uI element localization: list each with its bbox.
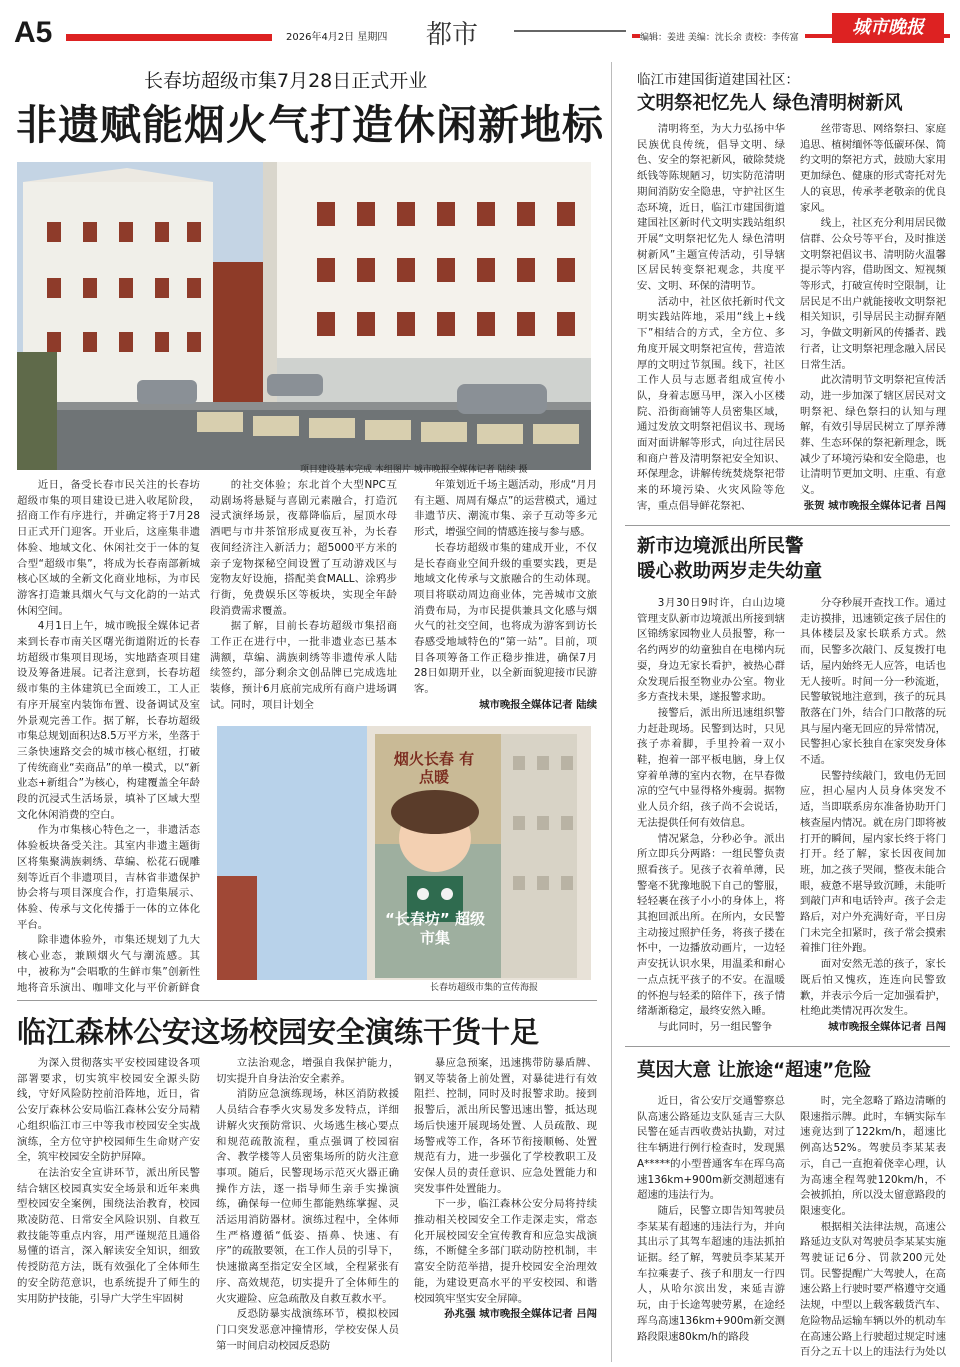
headline-line: 新市边境派出所民警: [637, 536, 804, 557]
page-number: A5: [14, 16, 53, 49]
main-headline: 非遗赋能烟火气打造休闲新地标: [16, 101, 604, 149]
paragraph: 近日，省公安厅交通警察总队高速公路延边支队延吉三大队民警在延吉西收费站执勤，对过往车辆进行例行检查时，发现黑A*****的小型普通客车在珲乌高速136km+900m新交测超速有超速的违法行为。: [637, 1095, 785, 1202]
paragraph: 近日，备受长春市民关注的长春坊超级市集的项目建设已进入收尾阶段，招商工作有序进行，并确定将于7月28日正式开门迎客。开业后，这座集非遗体验、地域文化、休闲社交于一体的复合型“超级市集”，将成为长春南部新城核心区域的全新文化商业地标，为市民游客打造兼具烟火气与文化韵的一站式休闲空间。: [17, 479, 200, 617]
story-col-2: [800, 596, 946, 1040]
story-col-1: [637, 122, 785, 516]
story-col-3: [414, 1056, 597, 1360]
story-headline: [637, 534, 822, 584]
paragraph: 此次清明节文明祭祀宣传活动，进一步加深了辖区居民对文明祭祀、绿色祭扫的认知与理解，有效引导居民树立了厚养薄葬、生态环保的祭祀新理念，既减少了环境污染和安全隐患，也让清明节更加文明、庄重、有意义。: [800, 374, 946, 497]
main-article-col-3: [414, 478, 597, 718]
header-red-bar: [66, 34, 272, 41]
divider: [17, 1000, 597, 1001]
paragraph: 长春坊超级市集的建成开业，不仅是长春商业空间升级的重要实践，更是地域文化传承与文旅融合的生动体现。项目将联动周边商业体，完善城市文旅消费布局，为市民提供兼具文化感与烟火气的社交空间，也将成为游客到访长春感受地域特色的“第一站”。目前，项目各项筹备工作正稳步推进，确保7月28日如期开业，以全新面貌迎接市民游客。: [414, 541, 597, 696]
issue-date: 2026年4月2日 星期四: [286, 32, 388, 43]
photo-caption: 长春坊超级市集的宣传海报: [430, 983, 539, 993]
paragraph: 时，完全忽略了路边清晰的限速指示牌。此时，车辆实际车速竟达到了122km/h，超速比例高达52%。驾驶员李某某表示，自己一直抱着侥幸心理，认为高速全程驾驶120km/h，不会被抓拍，所以没太留意路段的限速变化。: [800, 1095, 946, 1217]
paragraph: 为深入贯彻落实平安校园建设各项部署要求，切实筑牢校园安全源头防线，守好风险防控前沿阵地，近日，省公安厅森林公安局临江森林公安分局精心组织临江市三中等我市校园安全实战演练，全方位守护校园师生生命财产安全，筑牢校园安全防护屏障。: [17, 1057, 200, 1164]
byline: 城市晚报全媒体记者 陆续: [479, 698, 597, 711]
story-col-2: [216, 1056, 399, 1360]
headline-line: 暖心救助两岁走失幼童: [637, 561, 823, 582]
main-article-col-1: [17, 478, 200, 994]
editor-credits: 编辑：姜进 美编：沈长余 责校：李传富: [640, 30, 805, 43]
byline: 张贺 城市晚报全媒体记者 吕闯: [803, 499, 946, 512]
paragraph: 暴应急预案，迅速携带防暴盾牌、钢叉等装备上前处置，对暴徒进行有效阻拦、控制，同时及时报警求助。接到报警后，派出所民警迅速出警，抵达现场后快速开展现场处置、人员疏散、现场警戒等工作，各环节衔接顺畅、处置规范有力，进一步强化了学校教职工及安保人员的责任意识、应急处置能力和突发事件处置能力。: [414, 1057, 597, 1195]
paragraph: 与此同时，另一组民警争: [657, 1020, 773, 1033]
paragraph: 根据相关法律法规，高速公路延边支队对驾驶员李某某实施驾驶证记6分、罚款200元处罚。民警提醒广大驾驶人，在高速公路上行驶时要严格遵守交通法规，中型以上载客载货汽车、危险物品运输车辆以外的机动车在高速公路上行驶超过规定时速百分之五十以上的违法行为处以: [800, 1220, 946, 1359]
story-headline: 临江森林公安这场校园安全演练干货十足: [17, 1015, 540, 1049]
paragraph: 反恐防暴实战演练环节，模拟校园门口突发恶意冲撞情形，学校安保人员第一时间启动校园反恐防: [216, 1308, 399, 1352]
paragraph: 接警后，派出所迅速组织警力赶赴现场。民警到达时，只见孩子赤着脚，手里拎着一双小鞋，抱着一部平板电脑，身上仅穿着单薄的室内衣物，在早春微凉的空气中显得格外瘦弱。据物业人员介绍，孩子尚不会说话，无法提供任何有效信息。: [637, 706, 785, 829]
paragraph: 情况紧急，分秒必争。派出所立即兵分两路：一组民警负责照看孩子。见孩子衣着单薄，民警毫不犹豫地脱下自己的警服，轻轻裹在孩子小小的身体上，将其抱回派出所。在所内，女民警主动接过照护任务，将孩子搂在怀中，一边播放动画片，一边轻声安抚认识水果，用温柔和耐心一点点抚平孩子的不安。在温暖的怀抱与轻柔的陪伴下，孩子情绪渐渐稳定，最终安然入睡。: [637, 832, 785, 1018]
market-building-photo: [17, 162, 591, 470]
paragraph: 3月30日9时许，白山边境管理支队新市边境派出所接到辖区锦绣家园物业人员报警，称一名约两岁的幼童独自在电梯内玩耍，身边无家长看护，被热心群众发现后报至物业办公室。物业多方查找未果，遂报警求助。: [637, 597, 785, 704]
paragraph: 年策划近千场主题活动，形成“月月有主题、周周有爆点”的运营模式，通过非遗节庆、潮流市集、亲子互动等多元形式，增强空间的情感连接与参与感。: [414, 479, 597, 539]
paragraph: 丝带寄思、网络祭扫、家庭追思、植树缅怀等低碳环保、简约文明的祭祀方式，鼓励大家用更加绿色、健康的形式寄托对先人的哀思，传承孝老敬亲的优良家风。: [800, 123, 946, 214]
story-subtitle: 临江市建国街道建国社区：: [637, 72, 799, 88]
divider: [625, 1046, 950, 1047]
main-article-col-2: [210, 478, 397, 724]
paragraph: 线上，社区充分利用居民微信群、公众号等平台，及时推送文明祭祀倡议书、清明防火温馨提示等内容，借助图文、短视频等形式，打破宣传时空限制，让居民足不出户就能接收文明祭祀相关知识，引导居民主动摒弃陋习，争做文明新风的传播者、践行者，让文明祭祀理念融入居民日常生活。: [800, 217, 946, 371]
paragraph: 据了解，目前长春坊超级市集招商工作正在进行中，一批非遗业态已基本满额，草编、满族刺绣等非遗传承人陆续签约，部分剩余文创品牌已完成选址装修，预计6月底前完成所有商户进场调试。同时，项目计划全: [210, 620, 397, 711]
paragraph: 分夺秒展开查找工作。通过走访摸排，迅速锁定孩子居住的具体楼层及家长联系方式。然而，民警多次敲门、反复拨打电话，屋内始终无人应答，电话也无人接听。时间一分一秒流逝，民警敏锐地注意到，孩子的玩具散落在门外，结合门口散落的玩具与屋内毫无回应的异常情况，民警担心家长独自在家突发身体不适。: [800, 597, 946, 767]
newspaper-logo: 城市晚报: [832, 13, 944, 43]
paragraph: 面对安然无恙的孩子，家长既后怕又愧疚，连连向民警致歉，并表示今后一定加强看护，杜绝此类情况再次发生。: [800, 958, 946, 1018]
story-col-2: [800, 1094, 946, 1360]
paragraph: 随后，民警立即告知驾驶员李某某有超速的违法行为，并向其出示了其驾车超速的违法抓拍证据。经了解，驾驶员李某某开车拉乘妻子、孩子和朋友一行四人，从哈尔滨出发，来延吉游玩，由于长途驾驶劳累，在途经珲乌高速136km+900m新交测路段限速80km/h的路段: [637, 1204, 785, 1343]
paragraph: 消防应急演练现场，林区消防救援人员结合春季火灾易发多发特点，详细讲解火灾预防常识、火场逃生核心要点和规范疏散流程，重点强调了校园宿舍、教学楼等人员密集场所的防火注意事项。随后，民警现场示范灭火器正确操作方法，逐一指导师生亲手实操演练，确保每一位师生都能熟练掌握、灵活运用消防器材。演练过程中，全体师生严格遵循“低姿、捂鼻、快速、有序”的疏散要领，在工作人员的引导下，快速撤离至指定安全区域，全程紧张有序、高效规范，切实提升了全体师生的火灾避险、应急疏散及自救互救水平。: [216, 1088, 399, 1305]
story-headline: 莫因大意 让旅途“超速”危险: [637, 1060, 872, 1081]
poster-brand: “长春坊” 超级市集: [385, 910, 485, 947]
paragraph: 立法治观念，增强自我保护能力，切实提升自身法治安全素养。: [216, 1057, 399, 1085]
header-divider: [514, 30, 626, 32]
paragraph: 作为市集核心特色之一，非遗活态体验板块备受关注。其室内非遗主题街区将集聚满族刺绣、草编、松花石砚雕刻等近百个非遗项目，吉林省非遗保护协会将与项目深度合作，打造集展示、体验、传承与文化传播于一体的立体化平台。: [17, 824, 200, 931]
poster-slogan: 烟火长春 有点暖: [393, 750, 475, 786]
story-col-2: [800, 122, 946, 516]
paragraph: 清明将至，为大力弘扬中华民族优良传统，倡导文明、绿色、安全的祭祀新风，破除焚烧纸钱等陈规陋习，切实防范清明期间消防安全隐患，守护社区生态环境，近日，临江市建国街道建国社区新时代文明实践站组织开展“文明祭祀忆先人 绿色清明树新风”主题宣传活动，引导辖区居民转变祭祀观念，共度平安、文明、环保的清明节。: [637, 123, 785, 293]
paragraph: 下一步，临江森林公安分局将持续推动相关校园安全工作走深走实，常态化开展校园安全宣传教育和应急实战演练，不断健全多部门联动防控机制，丰富安全防范举措，提升校园安全治理效能，为建设更高水平的平安校园、和谐校园筑牢坚实安全屏障。: [414, 1198, 597, 1305]
photo-caption: 项目建设基本完成 本组图片 城市晚报全媒体记者 陆续 摄: [300, 465, 528, 475]
section-name: 都市: [426, 20, 479, 50]
paragraph: 4月1日上午，城市晚报全媒体记者来到长春市南关区曙光街道附近的长春坊超级市集项目现场，实地踏查项目建设及筹备进展。记者注意到，长春坊超级市集的主体建筑已全面竣工，工人正有序开展室内装饰布置、设备调试及室外景观完善工作。据了解，长春坊超级市集总规划面积达8.5万平方米，坐落于三条快速路交会的城市核心枢纽，打破了传统商业“卖商品”的单一模式，以“新业态+新组合”为核心，构建覆盖全年龄段的沉浸式生活场景，填补了区域大型文化休闲消费的空白。: [17, 620, 200, 821]
paragraph: 民警持续敲门，致电仍无回应，担心屋内人员身体突发不适，当即联系房东准备协助开门核查屋内情况。就在房门即将被打开的瞬间，屋内家长终于将门打开。经了解，家长因夜间加班，加之孩子哭闹，整夜未能合眼，疲惫不堪导致沉睡，未能听到敲门声和电话铃声。孩子会走路后，对户外充满好奇，平日房门未完全扣紧时，孩子常会摸索着推门往外跑。: [800, 769, 946, 955]
story-col-1: [637, 1094, 785, 1360]
story-headline: 文明祭祀忆先人 绿色清明树新风: [637, 93, 903, 114]
divider: [625, 525, 950, 526]
paragraph: 在法治安全宣讲环节，派出所民警结合辖区校园真实安全场景和近年来典型校园安全案例，围绕法治教育，校园欺凌防范、日常安全风险识别、自救互救技能等重点内容，用严谨规范且通俗易懂的语言，深入解读安全知识，细致传授防范方法，既有效强化了全体师生的安全防范意识，也系统提升了师生的实用防护技能，引导广大学生牢固树: [17, 1166, 200, 1305]
story-col-1: [17, 1056, 200, 1360]
main-subtitle: 长春坊超级市集7月28日正式开业: [144, 70, 428, 92]
column-divider: [611, 62, 612, 1362]
paragraph: 除非遗体验外，市集还规划了九大核心业态，兼顾烟火气与潮流感。其中，被称为“会唱歌的生鲜市集”创新性地将音乐演出、咖啡文化与平价新鲜食: [17, 934, 200, 994]
byline: 孙兆强 城市晚报全媒体记者 吕闯: [444, 1308, 597, 1321]
paragraph: 活动中，社区依托新时代文明实践站阵地，采用“线上+线下”相结合的方式，全方位、多角度开展文明祭祀宣传，营造浓厚的文明过节氛围。线下，社区工作人员与志愿者组成宣传小队，身着志愿马甲，深入小区楼院、沿街商铺等人员密集区域，通过发放文明祭祀倡议书、现场面对面讲解等形式，向过往居民和商户普及清明祭祀安全知识、环保理念，讲解传统焚烧祭祀带来的环境污染、火灾风险等危害，重点倡导鲜花祭祀、: [637, 295, 785, 512]
byline: 城市晚报全媒体记者 吕闯: [828, 1020, 946, 1033]
paragraph: 的社交体验；东北首个大型NPC互动剧场将悬疑与喜剧元素融合，打造沉浸式演绎场景，夜幕降临后，屋顶水母酒吧与市井茶馆形成夏夜互补，为长春夜间经济注入新活力；超5000平方米的亲子宠物探秘空间设置了互动游戏区与宠物友好设施，搭配美食MALL、涂鸦步行街，免费娱乐区等板块，实现全年龄段消费需求覆盖。: [210, 479, 397, 617]
story-col-1: [637, 596, 785, 1040]
